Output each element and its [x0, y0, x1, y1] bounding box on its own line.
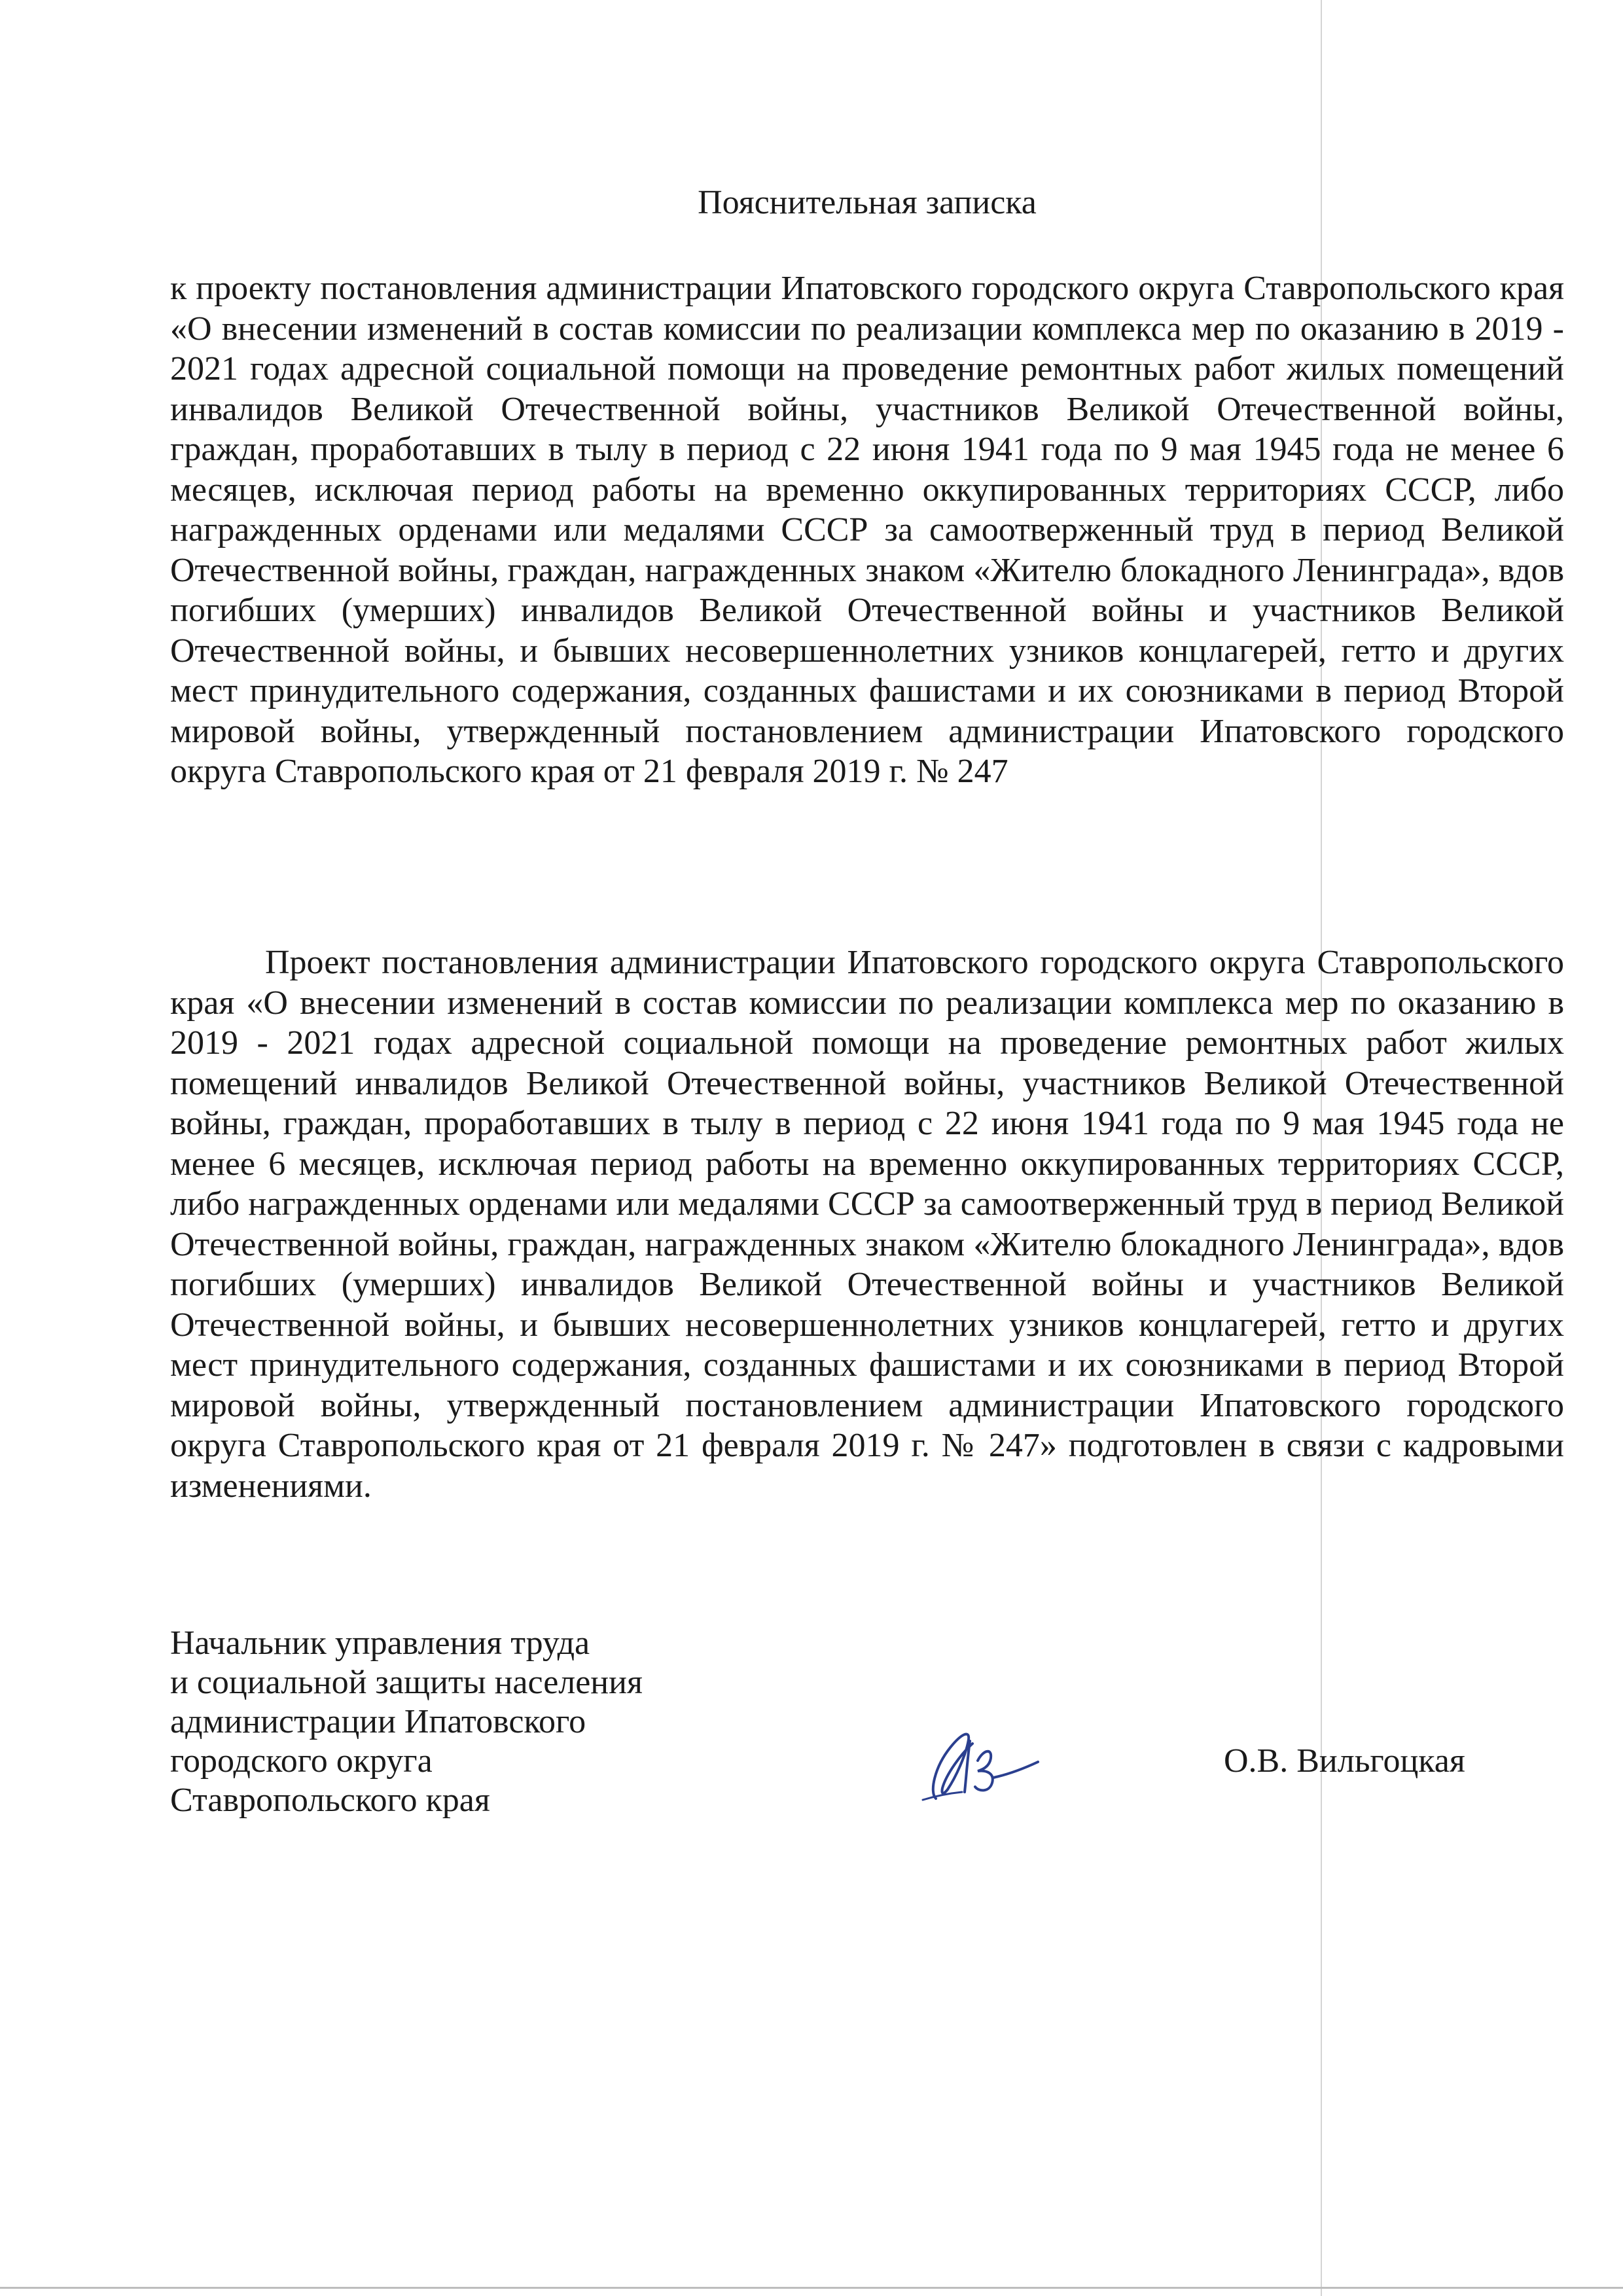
signer-name: О.В. Вильгоцкая — [1224, 1742, 1465, 1780]
page-bottom-edge — [0, 2287, 1623, 2289]
document-title: Пояснительная записка — [698, 184, 1037, 221]
signer-position-line: Начальник управления труда — [170, 1624, 590, 1662]
signer-position — [170, 1624, 643, 1820]
body-paragraph: Проект постановления администрации Ипатовского городского округа Ставропольского края «О внесении изменений в состав комиссии по реализации комплекса мер по оказанию в 2019 - 2021 годах адресной социальной помощи на проведение ремонтных работ жилых помещений инвалидов Великой Отечественной войны, участников Великой Отечественной войны, граждан, проработавших в тылу в период с 22 июня 1941 года по 9 мая 1945 года не менее 6 месяцев, исключая период работы на временно оккупированных территориях СССР, либо награжденных орденами или медалями СССР за самоотверженный труд в период Великой Отечественной войны, граждан, награжденных знаком «Жителю блокадного Ленинграда», вдов погибших (умерших) инвалидов Великой Отечественной войны и участников Великой Отечественной войны, и бывших несовершеннолетних узников концлагерей, гетто и других мест принудительного содержания, созданных фашистами и их союзниками в период Второй мировой войны, утвержденный постановлением администрации Ипатовского городского округа Ставропольского края от 21 февраля 2019 г. № 247» подготовлен в связи с кадровыми изменениями. — [170, 944, 1564, 1505]
handwritten-signature — [910, 1721, 1041, 1806]
signer-position-line: администрации Ипатовского — [170, 1703, 586, 1740]
subject-paragraph: к проекту постановления администрации Ипатовского городского округа Ставропольского края «О внесении изменений в состав комиссии по реализации комплекса мер по оказанию в 2019 - 2021 годах адресной социальной помощи на проведение ремонтных работ жилых помещений инвалидов Великой Отечественной войны, участников Великой Отечественной войны, граждан, проработавших в тылу в период с 22 июня 1941 года по 9 мая 1945 года не менее 6 месяцев, исключая период работы на временно оккупированных территориях СССР, либо награжденных орденами или медалями СССР за самоотверженный труд в период Великой Отечественной войны, граждан, награжденных знаком «Жителю блокадного Ленинграда», вдов погибших (умерших) инвалидов Великой Отечественной войны и участников Великой Отечественной войны, и бывших несовершеннолетних узников концлагерей, гетто и других мест принудительного содержания, созданных фашистами и их союзниками в период Второй мировой войны, утвержденный постановлением администрации Ипатовского городского округа Ставропольского края от 21 февраля 2019 г. № 247 — [170, 270, 1564, 790]
signer-position-line: городского округа — [170, 1742, 433, 1780]
signer-position-line: Ставропольского края — [170, 1782, 490, 1819]
signer-position-line: и социальной защиты населения — [170, 1664, 643, 1701]
